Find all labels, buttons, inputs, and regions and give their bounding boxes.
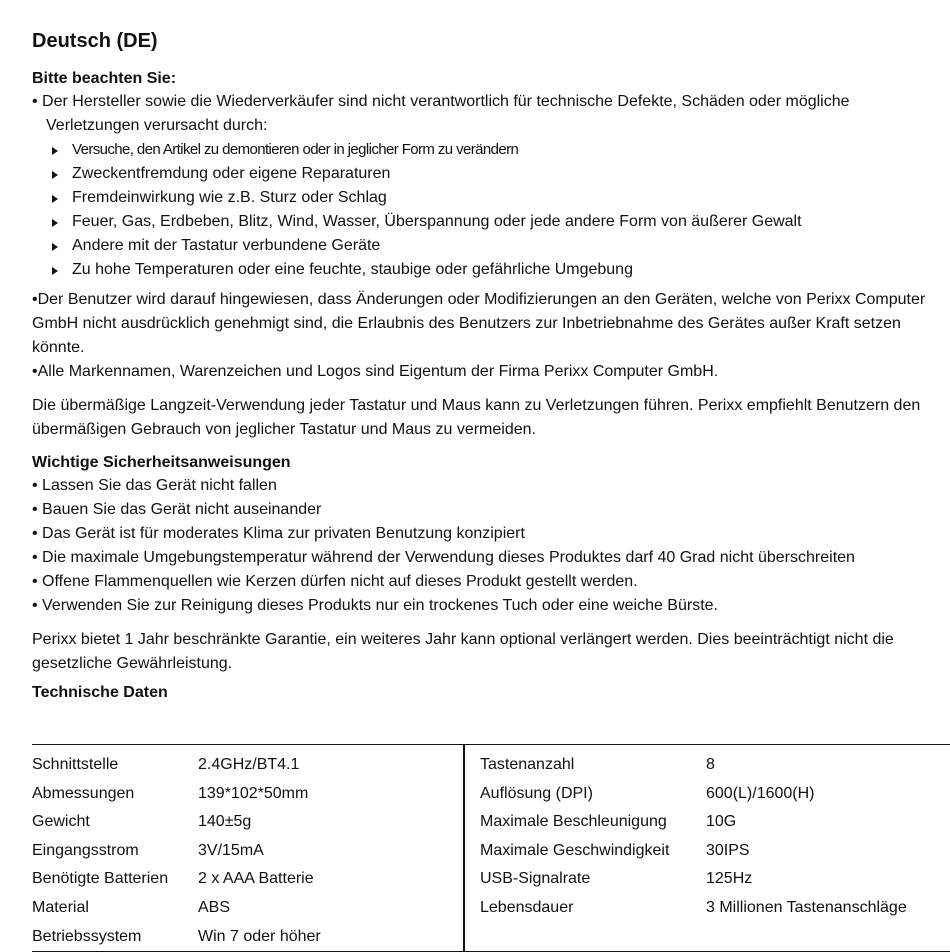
spec-key: Betriebssystem [32, 927, 142, 945]
spec-value: 3V/15mA [198, 841, 264, 859]
warranty-text: Perixx bietet 1 Jahr beschränkte Garantie, ein weiteres Jahr kann optional verlängert werden. Dies beeinträchtigt nicht die gesetzliche Gewährleistung. [32, 631, 894, 672]
table-row [480, 894, 950, 923]
specs-left-column [32, 751, 457, 951]
spec-key: Auflösung (DPI) [480, 784, 593, 802]
notice-heading: Bitte beachten Sie: [32, 70, 177, 87]
spec-value: 8 [706, 756, 715, 773]
notice-list [32, 138, 942, 282]
spec-value: 125Hz [706, 870, 753, 888]
spec-value: 140±5g [198, 813, 252, 831]
specs-heading: Technische Daten [32, 684, 168, 701]
list-item: Versuche, den Artikel zu demontieren oder in jeglicher Form zu verändern [32, 138, 942, 162]
list-item: Fremdeinwirkung wie z.B. Sturz oder Schlag [32, 186, 942, 210]
specs-table [32, 744, 950, 952]
safety-heading: Wichtige Sicherheitsanweisungen [32, 454, 291, 471]
spec-key: Material [32, 898, 89, 916]
table-row [480, 751, 950, 780]
spec-key: Maximale Beschleunigung [480, 813, 667, 831]
table-row [480, 780, 950, 809]
page-title: Deutsch (DE) [32, 30, 158, 52]
table-row [32, 837, 457, 866]
spec-key: Lebensdauer [480, 898, 574, 916]
spec-value: 10G [706, 813, 737, 831]
table-row [32, 808, 457, 837]
spec-key: Abmessungen [32, 784, 135, 802]
table-row [32, 894, 457, 923]
table-row [32, 780, 457, 809]
spec-value: ABS [198, 898, 231, 916]
spec-key: USB-Signalrate [480, 870, 591, 888]
spec-key: Maximale Geschwindigkeit [480, 841, 670, 859]
spec-key: Benötigte Batterien [32, 870, 169, 888]
notice-intro: • Der Hersteller sowie die Wiederverkäufer sind nicht verantwortlich für technische Defekte, Schäden oder mögliche Verletzungen verursacht durch: [32, 93, 850, 134]
table-row [32, 751, 457, 780]
usage-warning: Die übermäßige Langzeit-Verwendung jeder Tastatur und Maus kann zu Verletzungen führen. Perixx empfiehlt Benutzern den übermäßigen Gebrauch von jeglicher Tastatur und Maus zu vermeiden. [32, 397, 921, 438]
list-item: Zweckentfremdung oder eigene Reparaturen [32, 162, 942, 186]
spec-value: 2 x AAA Batterie [198, 870, 314, 888]
table-row [480, 837, 950, 866]
list-item: • Lassen Sie das Gerät nicht fallen [32, 477, 277, 494]
spec-value: 139*102*50mm [198, 784, 309, 802]
user-note: •Der Benutzer wird darauf hingewiesen, dass Änderungen oder Modifizierungen an den Geräten, welche von Perixx Computer GmbH nicht ausdrücklich genehmigt sind, die Erlaubnis des Benutzers zur Inbetriebnahme des Gerätes außer Kraft setzen könnte. [32, 291, 926, 356]
spec-value: 3 Millionen Tastenanschläge [706, 898, 907, 916]
list-item: • Bauen Sie das Gerät nicht auseinander [32, 501, 322, 518]
table-divider [463, 745, 465, 951]
spec-value: 30IPS [706, 841, 750, 859]
spec-key: Gewicht [32, 813, 90, 831]
table-row [480, 865, 950, 894]
manual-page [32, 28, 942, 704]
spec-key: Schnittstelle [32, 756, 119, 773]
brands-note: •Alle Markennamen, Warenzeichen und Logos sind Eigentum der Firma Perixx Computer GmbH. [32, 363, 719, 380]
spec-value: Win 7 oder höher [198, 927, 321, 945]
table-row [32, 923, 457, 952]
list-item: • Das Gerät ist für moderates Klima zur privaten Benutzung konzipiert [32, 525, 525, 542]
list-item: Zu hohe Temperaturen oder eine feuchte, staubige oder gefährliche Umgebung [32, 258, 942, 282]
spec-value: 2.4GHz/BT4.1 [198, 756, 300, 773]
list-item: • Offene Flammenquellen wie Kerzen dürfen nicht auf dieses Produkt gestellt werden. [32, 573, 638, 590]
list-item: • Die maximale Umgebungstemperatur während der Verwendung dieses Produktes darf 40 Grad nicht überschreiten [32, 549, 855, 566]
table-row [480, 808, 950, 837]
list-item: • Verwenden Sie zur Reinigung dieses Produkts nur ein trockenes Tuch oder eine weiche Bürste. [32, 597, 718, 614]
specs-right-column [480, 751, 950, 923]
spec-value: 600(L)/1600(H) [706, 784, 815, 802]
spec-key: Tastenanzahl [480, 756, 575, 773]
list-item: Feuer, Gas, Erdbeben, Blitz, Wind, Wasser, Überspannung oder jede andere Form von äußerer Gewalt [32, 210, 942, 234]
list-item: Andere mit der Tastatur verbundene Geräte [32, 234, 942, 258]
table-row [32, 865, 457, 894]
spec-key: Eingangsstrom [32, 841, 139, 859]
